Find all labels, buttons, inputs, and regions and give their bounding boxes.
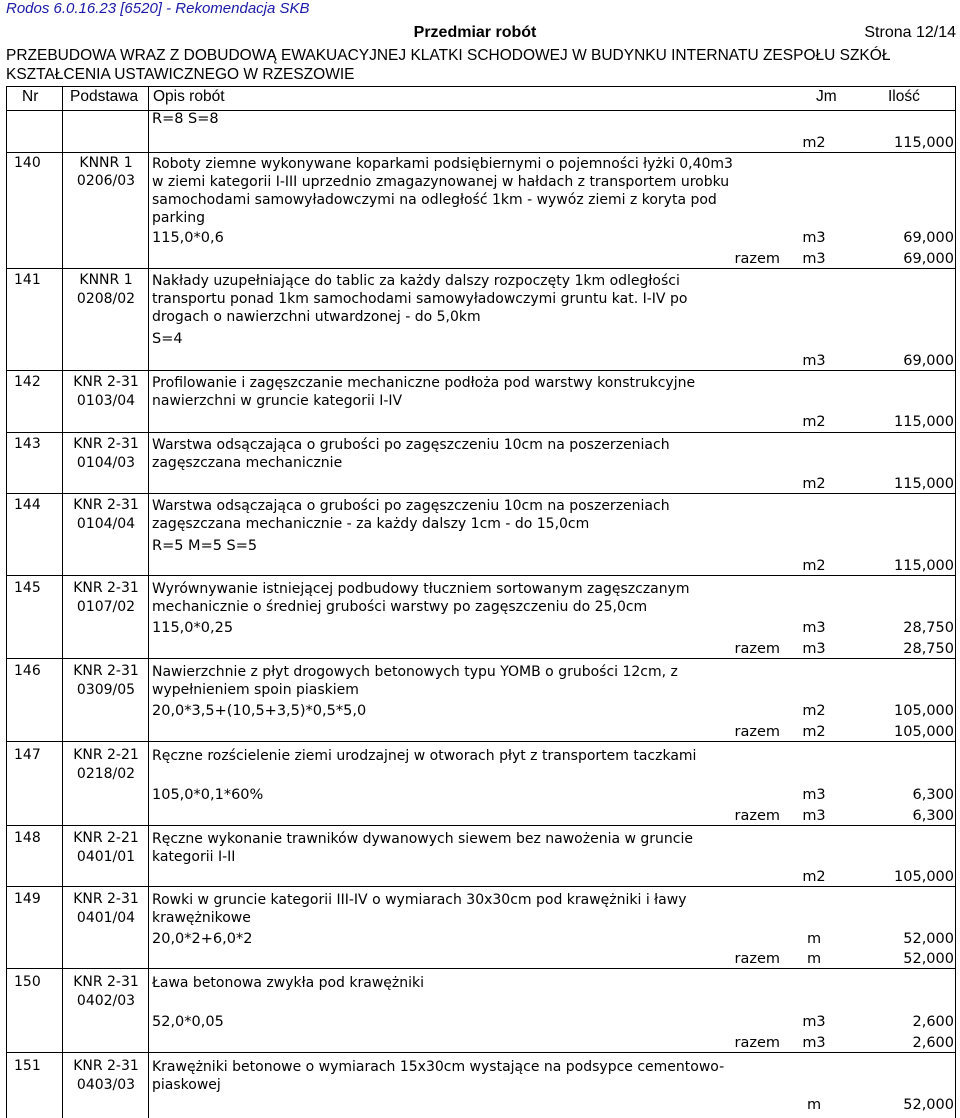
work-description: Warstwa odsączająca o grubości po zagęszczeniu 10cm na poszerzeniach zagęszczana mechanicznie [152, 437, 670, 471]
unit: m2 [802, 869, 826, 885]
doc-title: Przedmiar robót [413, 24, 537, 41]
row-number: 142 [14, 374, 41, 390]
row-number: 140 [14, 155, 41, 171]
basis-code-sub: 0208/02 [76, 291, 136, 307]
quantity: 115,000 [894, 476, 954, 492]
col-divider [148, 86, 149, 1118]
sum-label: razem [734, 641, 780, 657]
quantity: 52,000 [903, 1097, 954, 1113]
app-title-bar [6, 0, 956, 22]
sum-label: razem [734, 951, 780, 967]
quantity: 2,600 [912, 1014, 954, 1030]
quantity: 105,000 [894, 869, 954, 885]
sum-unit: m3 [802, 808, 826, 824]
basis-code-sub: 0403/03 [76, 1077, 136, 1093]
row-number: 148 [14, 830, 41, 846]
col-header-nr: Nr [22, 88, 39, 105]
work-description: Nawierzchnie z płyt drogowych betonowych typu YOMB o grubości 12cm, z wypełnieniem spoin piaskiem [152, 664, 678, 698]
sum-quantity: 2,600 [912, 1035, 954, 1051]
unit: m2 [802, 414, 826, 430]
basis-code-sub: 0401/04 [76, 910, 136, 926]
sum-label: razem [734, 724, 780, 740]
basis-code: KNR 2-31 [73, 436, 139, 452]
basis-code-sub: 0218/02 [76, 766, 136, 782]
sum-quantity: 52,000 [903, 951, 954, 967]
sum-unit: m2 [802, 724, 826, 740]
basis-code: KNR 2-31 [73, 1058, 139, 1074]
quantity: 52,000 [903, 931, 954, 947]
calc-line: 20,0*2+6,0*2 [152, 931, 253, 947]
calc-line: S=4 [152, 331, 183, 347]
unit: m2 [802, 558, 826, 574]
work-description: Roboty ziemne wykonywane koparkami podsiębiernymi o pojemności łyżki 0,40m3 w ziemi kategorii I-III uprzednio zmagazynowanej w hałdach z transportem urobku samochodami samowyładowczymi na odległość 1km - wywóz ziemi z koryta pod parking [152, 156, 733, 226]
work-description: Rowki w gruncie kategorii III-IV o wymiarach 30x30cm pod krawężniki i ławy krawężnikowe [152, 892, 687, 926]
basis-code-sub: 0104/04 [76, 516, 136, 532]
project-title [6, 46, 956, 84]
sum-quantity: 105,000 [894, 724, 954, 740]
basis-code: KNR 2-31 [73, 497, 139, 513]
col-header-opis: Opis robót [153, 88, 225, 105]
calc-line: 52,0*0,05 [152, 1014, 224, 1030]
basis-code-sub: 0401/01 [76, 849, 136, 865]
quantity: 6,300 [912, 787, 954, 803]
row-number: 150 [14, 974, 41, 990]
calc-line: R=5 M=5 S=5 [152, 538, 258, 554]
basis-code-sub: 0104/03 [76, 455, 136, 471]
sum-unit: m3 [802, 641, 826, 657]
quantity: 28,750 [903, 620, 954, 636]
unit: m3 [802, 353, 826, 369]
col-header-jm: Jm [816, 88, 837, 105]
basis-code: KNR 2-21 [73, 747, 139, 763]
sum-label: razem [734, 251, 780, 267]
header-divider [6, 110, 956, 111]
row-number: 143 [14, 436, 41, 452]
project-title-line1: PRZEBUDOWA WRAZ Z DOBUDOWĄ EWAKUACYJNEJ KLATKI SCHODOWEJ W BUDYNKU INTERNATU ZESPOŁU SZKÓŁ [6, 47, 891, 64]
col-header-ilosc: Ilość [888, 88, 920, 105]
work-description: Profilowanie i zagęszczanie mechaniczne podłoża pod warstwy konstrukcyjne nawierzchni w gruncie kategorii I-IV [152, 375, 696, 409]
basis-code: KNNR 1 [79, 272, 133, 288]
row-number: 145 [14, 580, 41, 596]
quantity: 105,000 [894, 703, 954, 719]
unit: m3 [802, 230, 826, 246]
unit: m3 [802, 1014, 826, 1030]
page-number: Strona 12/14 [864, 24, 956, 41]
work-description: Nakłady uzupełniające do tablic za każdy dalszy rozpoczęty 1km odległości transportu ponad 1km samochodami samowyładowczymi gruntu kat. I-IV po drogach o nawierzchni utwardzonej - do 5,0km [152, 273, 688, 325]
calc-line: 115,0*0,25 [152, 620, 234, 636]
basis-code-sub: 0107/02 [76, 599, 136, 615]
row-divider [6, 432, 956, 433]
basis-code: KNNR 1 [79, 155, 133, 171]
sum-quantity: 69,000 [903, 251, 954, 267]
row-number: 144 [14, 497, 41, 513]
row-number: 151 [14, 1058, 41, 1074]
work-description: Krawężniki betonowe o wymiarach 15x30cm wystające na podsypce cementowo-piaskowej [152, 1059, 725, 1093]
work-description: Ręczne wykonanie trawników dywanowych siewem bez nawożenia w gruncie kategorii I-II [152, 831, 693, 865]
basis-code-sub: 0206/03 [76, 173, 136, 189]
basis-code: KNR 2-31 [73, 374, 139, 390]
unit: m2 [802, 703, 826, 719]
work-description: Ręczne rozścielenie ziemi urodzajnej w otworach płyt z transportem taczkami [152, 748, 697, 764]
basis-code: KNR 2-31 [73, 974, 139, 990]
quantity: 69,000 [903, 230, 954, 246]
sum-unit: m3 [802, 1035, 826, 1051]
basis-code-sub: 0309/05 [76, 682, 136, 698]
work-description: Warstwa odsączająca o grubości po zagęszczeniu 10cm na poszerzeniach zagęszczana mechanicznie - za każdy dalszy 1cm - do 15,0cm [152, 498, 670, 532]
col-header-podstawa: Podstawa [70, 88, 139, 105]
sum-unit: m [806, 951, 822, 967]
quantity: 115,000 [894, 135, 954, 151]
unit: m2 [802, 476, 826, 492]
sum-quantity: 6,300 [912, 808, 954, 824]
basis-code: KNR 2-31 [73, 891, 139, 907]
sum-unit: m3 [802, 251, 826, 267]
calc-line: R=8 S=8 [152, 111, 219, 127]
unit: m3 [802, 787, 826, 803]
sum-label: razem [734, 808, 780, 824]
sum-label: razem [734, 1035, 780, 1051]
quantity: 115,000 [894, 558, 954, 574]
basis-code: KNR 2-21 [73, 830, 139, 846]
work-description: Wyrównywanie istniejącej podbudowy tłuczniem sortowanym zagęszczanym mechanicznie o średniej grubości warstwy po zagęszczeniu do 25,0cm [152, 581, 690, 615]
app-title: Rodos 6.0.16.23 [6520] - Rekomendacja SKB [6, 0, 310, 17]
unit: m2 [802, 135, 826, 151]
row-number: 147 [14, 747, 41, 763]
basis-code: KNR 2-31 [73, 663, 139, 679]
row-number: 146 [14, 663, 41, 679]
basis-code-sub: 0402/03 [76, 993, 136, 1009]
quantity: 115,000 [894, 414, 954, 430]
unit: m [806, 1097, 822, 1113]
quantity: 69,000 [903, 353, 954, 369]
basis-code: KNR 2-31 [73, 580, 139, 596]
project-title-line2: KSZTAŁCENIA USTAWICZNEGO W RZESZOWIE [6, 66, 355, 83]
work-description: Ława betonowa zwykła pod krawężniki [152, 975, 425, 991]
calc-line: 105,0*0,1*60% [152, 787, 264, 803]
calc-line: 115,0*0,6 [152, 230, 224, 246]
basis-code-sub: 0103/04 [76, 393, 136, 409]
calc-line: 20,0*3,5+(10,5+3,5)*0,5*5,0 [152, 703, 367, 719]
unit: m [806, 931, 822, 947]
row-number: 149 [14, 891, 41, 907]
row-number: 141 [14, 272, 41, 288]
unit: m3 [802, 620, 826, 636]
col-divider [62, 86, 63, 1118]
sum-quantity: 28,750 [903, 641, 954, 657]
